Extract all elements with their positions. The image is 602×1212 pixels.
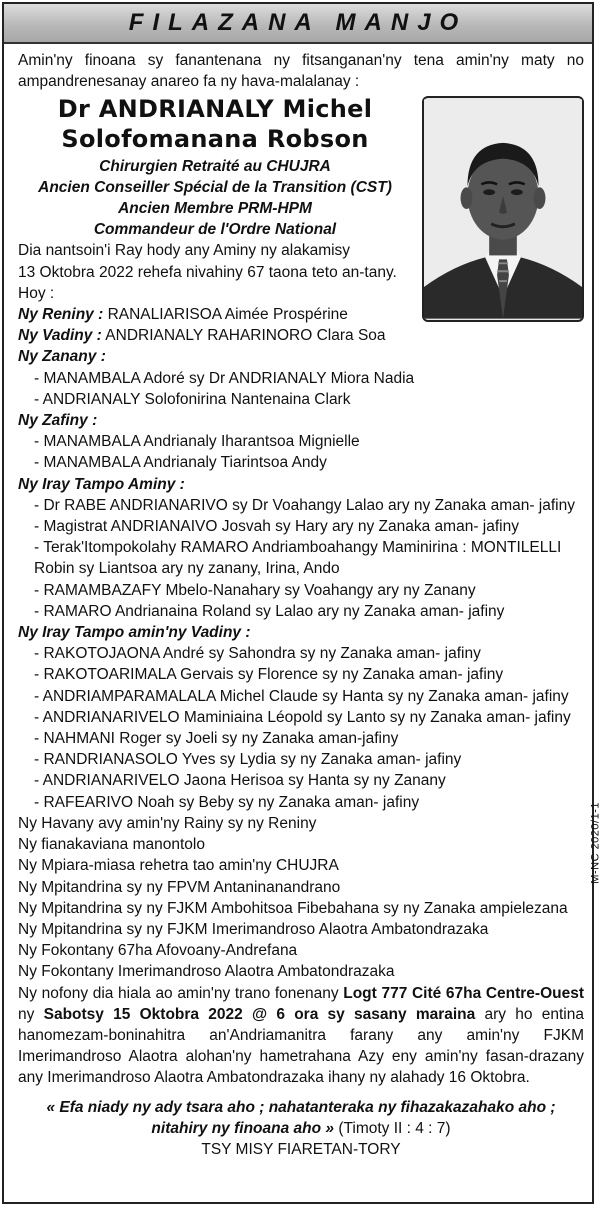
list-item: - RAKOTOJAONA André sy Sahondra sy ny Zanaka aman- jafiny bbox=[34, 645, 481, 663]
funeral-address: Logt 777 Cité 67ha Centre-Ouest bbox=[343, 984, 584, 1002]
list-item: - RANDRIANASOLO Yves sy Lydia sy ny Zanaka aman- jafiny bbox=[34, 751, 462, 769]
funeral-datetime: Sabotsy 15 Oktobra 2022 @ 6 ora sy sasany maraina bbox=[43, 1005, 476, 1023]
list-item: - ANDRIANARIVELO Jaona Herisoa sy Hanta sy ny Zanany bbox=[34, 772, 446, 790]
list-item: - Magistrat ANDRIANAIVO Josvah sy Hary ary ny Zanaka aman- jafiny bbox=[34, 518, 519, 536]
list-item: - RAMAMBAZAFY Mbelo-Nanahary sy Voahangy ary ny Zanany bbox=[34, 581, 476, 599]
list-item: - MANAMBALA Andrianaly Iharantsoa Mignielle bbox=[34, 433, 360, 451]
list-item: - MANAMBALA Adoré sy Dr ANDRIANALY Miora Nadia bbox=[34, 369, 415, 387]
other-family-line: Ny Mpitandrina sy ny FJKM Ambohitsoa Fibebahana sy ny Zanaka ampielezana bbox=[18, 899, 568, 917]
list-item: - ANDRIAMPARAMALALA Michel Claude sy Hanta sy ny Zanaka aman- jafiny bbox=[34, 687, 569, 705]
other-family-line: Ny Mpitandrina sy ny FPVM Antaninanandrano bbox=[18, 878, 341, 896]
other-family-line: Ny Fokontany 67ha Afovoany-Andrefana bbox=[18, 942, 298, 960]
siblings-heading: Ny Iray Tampo Aminy : bbox=[18, 475, 185, 493]
deceased-name-line2: Solofomanana Robson bbox=[61, 125, 369, 154]
bible-quote bbox=[18, 1097, 584, 1139]
funeral-text: ary ho entina hanomezam-boninahitra an'Andriamanitra farany any amin'ny FJKM Imerimandroso Alaotra alohan'ny hametrahana Azy eny amin'ny fasan-drazany any Imerimandroso Alaotra Ambatondrazaka ihany ny alahady 16 Oktobra. bbox=[18, 1005, 584, 1087]
other-family-line: Ny Mpiara-miasa rehetra tao amin'ny CHUJRA bbox=[18, 857, 339, 875]
title-line: Commandeur de l'Ordre National bbox=[93, 221, 337, 239]
list-item: - Dr RABE ANDRIANARIVO sy Dr Voahangy Lalao ary ny Zanaka aman- jafiny bbox=[34, 496, 575, 514]
spouse-value: ANDRIANALY RAHARINORO Clara Soa bbox=[101, 327, 386, 345]
portrait-photo bbox=[422, 96, 584, 322]
notice-header bbox=[4, 4, 592, 44]
title-line: Ancien Membre PRM-HPM bbox=[118, 200, 312, 218]
notice-title: FILAZANA MANJO bbox=[128, 9, 468, 36]
funeral-text: Ny nofony dia hiala ao amin'ny trano fonenany bbox=[18, 984, 344, 1002]
list-item: - MANAMBALA Andrianaly Tiarintsoa Andy bbox=[34, 454, 327, 472]
notice-body bbox=[4, 44, 592, 1160]
list-item: - NAHMANI Roger sy Joeli sy ny Zanaka aman-jafiny bbox=[34, 730, 399, 748]
list-item: - Terak'Itompokolahy RAMARO Andriamboahangy Maminirina : MONTILELLI Robin sy Liantsoa ary ny zanany, Irina, Ando bbox=[34, 539, 562, 578]
funeral-text: ny bbox=[18, 1005, 44, 1023]
in-law-siblings-heading: Ny Iray Tampo amin'ny Vadiny : bbox=[18, 624, 251, 642]
list-item: - RAKOTOARIMALA Gervais sy Florence sy ny Zanaka aman- jafiny bbox=[34, 666, 504, 684]
spouse-line bbox=[18, 325, 584, 346]
deceased-name-line1: Dr ANDRIANALY Michel bbox=[57, 95, 373, 124]
title-line: Ancien Conseiller Spécial de la Transition (CST) bbox=[38, 179, 392, 197]
list-item: - RAMARO Andrianaina Roland sy Lalao ary ny Zanaka aman- jafiny bbox=[34, 602, 505, 620]
mother-value: RANALIARISOA Aimée Prospérine bbox=[103, 306, 348, 324]
children-heading: Ny Zanany : bbox=[18, 348, 106, 366]
quote-text: « Efa niady ny ady tsara aho ; nahatanteraka ny fihazakazahako aho ; nitahiry ny finoana aho » bbox=[46, 1098, 556, 1137]
closing-line: TSY MISY FIARETAN-TORY bbox=[201, 1140, 401, 1158]
list-item: - RAFEARIVO Noah sy Beby sy ny Zanaka aman- jafiny bbox=[34, 793, 420, 811]
death-notice-line: Dia nantsoin'i Ray hody any Aminy ny alakamisy bbox=[18, 242, 351, 260]
quote-reference: (Timoty II : 4 : 7) bbox=[334, 1119, 451, 1137]
spouse-label: Ny Vadiny : bbox=[18, 327, 102, 345]
other-family-line: Ny fianakaviana manontolo bbox=[18, 836, 205, 854]
mother-label: Ny Reniny : bbox=[18, 306, 104, 324]
other-family-line: Ny Havany avy amin'ny Rainy sy ny Reniny bbox=[18, 814, 317, 832]
death-notice-line: 13 Oktobra 2022 rehefa nivahiny 67 taona teto an-tany. bbox=[18, 263, 397, 281]
list-item: - ANDRIANARIVELO Maminiaina Léopold sy Lanto sy ny Zanaka aman- jafiny bbox=[34, 708, 571, 726]
list-item: - ANDRIANALY Solofonirina Nantenaina Clark bbox=[34, 390, 351, 408]
obituary-notice bbox=[2, 2, 602, 1204]
title-line: Chirurgien Retraité au CHUJRA bbox=[99, 158, 331, 176]
death-notice-line: Hoy : bbox=[18, 284, 55, 302]
grandchildren-heading: Ny Zafiny : bbox=[18, 412, 98, 430]
side-reference-code: M-NC 2020/1-1 bbox=[590, 802, 602, 884]
funeral-details bbox=[18, 983, 584, 1089]
portrait-image bbox=[424, 98, 582, 320]
other-family-line: Ny Mpitandrina sy ny FJKM Imerimandroso Alaotra Ambatondrazaka bbox=[18, 920, 489, 938]
intro-text: Amin'ny finoana sy fanantenana ny fitsanganan'ny tena amin'ny maty no ampandrenesanay anareo fa ny hava-malalanay : bbox=[18, 52, 584, 91]
other-family-line: Ny Fokontany Imerimandroso Alaotra Ambatondrazaka bbox=[18, 963, 395, 981]
